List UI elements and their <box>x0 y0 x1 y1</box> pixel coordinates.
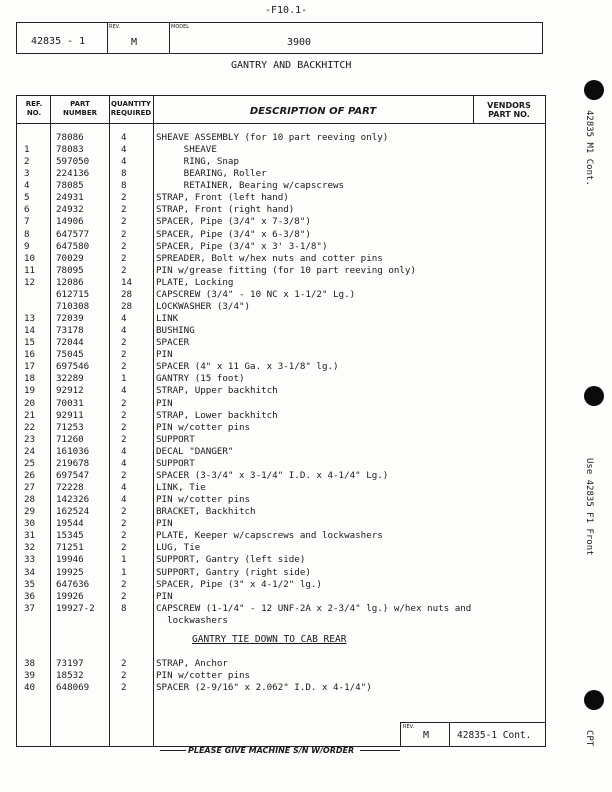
side-tab-middle: Use 42835 F1 Front <box>584 458 594 556</box>
side-tab-bottom: CPT <box>584 730 594 747</box>
cell-desc: SUPPORT, Gantry (right side) <box>156 566 311 578</box>
cell-ref: 38 <box>24 658 36 669</box>
cell-desc: LOCKWASHER (3/4") <box>156 300 251 312</box>
cell-ref: 27 <box>24 482 36 494</box>
cell-ref: 30 <box>24 518 36 530</box>
cell-qty: 2 <box>121 578 127 590</box>
binder-hole-3 <box>584 690 604 710</box>
cell-desc: BRACKET, Backhitch <box>156 506 256 518</box>
cell-desc: LINK <box>156 313 179 325</box>
cell-ref: 35 <box>24 578 36 590</box>
cell-qty: 2 <box>121 361 127 373</box>
cell-qty: 2 <box>121 252 127 264</box>
cell-desc: PIN <box>156 590 173 602</box>
cell-ref: 21 <box>24 409 36 421</box>
cell-ref: 25 <box>24 457 36 469</box>
cell-desc: SPACER (4" x 11 Ga. x 3-1/8" lg.) <box>156 361 339 373</box>
cell-part: 78086 <box>56 132 84 143</box>
cell-ref: 29 <box>24 506 36 518</box>
cell-part: 24932 <box>56 204 84 216</box>
cell-desc: RING, Snap <box>156 156 239 168</box>
cell-ref: 24 <box>24 445 36 457</box>
cell-part: 73197 <box>56 658 84 669</box>
cell-qty: 2 <box>121 397 127 409</box>
cell-part: 697547 <box>56 469 90 481</box>
cell-desc: SUPPORT <box>156 433 195 445</box>
cell-qty: 2 <box>121 506 127 518</box>
cell-qty: 14 <box>121 276 133 288</box>
cell-part: 19544 <box>56 518 84 530</box>
cell-part: 710308 <box>56 300 90 312</box>
page-label: -F10.1- <box>265 5 308 16</box>
side-tab-top: 42835 M1 Cont. <box>584 110 594 186</box>
cell-qty: 2 <box>121 590 127 602</box>
cell-part: 71251 <box>56 542 84 554</box>
cell-qty: 2 <box>121 469 127 481</box>
cell-desc: PLATE, Locking <box>156 276 234 288</box>
cell-part: 24931 <box>56 192 84 204</box>
cell-qty: 8 <box>121 168 127 180</box>
cell-part: 18532 <box>56 669 84 681</box>
cell-qty: 28 <box>121 288 133 300</box>
cell-ref: 37 <box>24 602 36 614</box>
cell-desc: SHEAVE ASSEMBLY (for 10 part reeving only) <box>156 132 389 143</box>
cell-qty: 8 <box>121 180 127 192</box>
cell-part: 92911 <box>56 409 84 421</box>
cell-ref: 28 <box>24 494 36 506</box>
model-label: MODEL <box>171 24 190 30</box>
cell-qty: 2 <box>121 433 127 445</box>
cell-part: 647580 <box>56 240 90 252</box>
cell-desc: SPREADER, Bolt w/hex nuts and cotter pins <box>156 252 383 264</box>
footer-rule-left <box>160 750 186 751</box>
cell-qty: 2 <box>121 349 127 361</box>
cell-part: 14906 <box>56 216 84 228</box>
cell-part: 697546 <box>56 361 90 373</box>
cell-part: 612715 <box>56 288 90 300</box>
cell-part: 19926 <box>56 590 84 602</box>
binder-hole-1 <box>584 80 604 100</box>
cell-ref: 13 <box>24 313 36 325</box>
cell-part: 12086 <box>56 276 84 288</box>
cell-part: 161036 <box>56 445 90 457</box>
rev-value: M <box>131 37 138 48</box>
cell-desc: SPACER (2-9/16" x 2.062" I.D. x 4-1/4") <box>156 681 372 693</box>
cell-qty: 2 <box>121 409 127 421</box>
cell-ref: 15 <box>24 337 36 349</box>
cell-desc: RETAINER, Bearing w/capscrews <box>156 180 345 192</box>
cell-part: 19925 <box>56 566 84 578</box>
cell-desc: PIN <box>156 397 173 409</box>
cell-ref: 18 <box>24 373 36 385</box>
cell-ref: 23 <box>24 433 36 445</box>
cell-part: 72228 <box>56 482 84 494</box>
cell-part: 71253 <box>56 421 84 433</box>
cell-ref: 8 <box>24 228 30 240</box>
cell-part: 15345 <box>56 530 84 542</box>
cell-ref: 2 <box>24 156 30 168</box>
rev-label: REV. <box>109 24 120 30</box>
doc-number: 42835 - 1 <box>31 36 86 47</box>
cell-ref: 31 <box>24 530 36 542</box>
footer-note: PLEASE GIVE MACHINE S/N W/ORDER <box>188 746 355 755</box>
cell-qty: 4 <box>121 457 127 469</box>
cell-ref: 33 <box>24 554 36 566</box>
cell-desc: SHEAVE <box>156 144 217 156</box>
cell-qty: 4 <box>121 385 127 397</box>
cell-desc: PIN <box>156 518 173 530</box>
cell-part: 597050 <box>56 156 90 168</box>
cell-part: 78085 <box>56 180 84 192</box>
cell-qty: 4 <box>121 132 127 143</box>
cell-desc: STRAP, Anchor <box>156 658 228 669</box>
cell-ref: 26 <box>24 469 36 481</box>
cell-part: 142326 <box>56 494 90 506</box>
cell-qty: 4 <box>121 313 127 325</box>
cell-desc: LUG, Tie <box>156 542 201 554</box>
cell-ref: 3 <box>24 168 30 180</box>
cell-qty: 1 <box>121 373 127 385</box>
cell-qty: 2 <box>121 204 127 216</box>
cell-ref: 22 <box>24 421 36 433</box>
cell-ref: 6 <box>24 204 30 216</box>
binder-hole-2 <box>584 386 604 406</box>
cell-part: 648069 <box>56 681 90 693</box>
cell-qty: 8 <box>121 602 127 614</box>
cell-part: 224136 <box>56 168 90 180</box>
cell-desc: PIN w/grease fitting (for 10 part reeving only) <box>156 264 416 276</box>
cell-desc: SPACER, Pipe (3/4" x 7-3/8") <box>156 216 311 228</box>
cell-desc: SPACER (3-3/4" x 3-1/4" I.D. x 4-1/4" Lg.) <box>156 469 389 481</box>
cell-ref: 16 <box>24 349 36 361</box>
cell-desc: PIN w/cotter pins <box>156 494 251 506</box>
cell-desc: STRAP, Lower backhitch <box>156 409 278 421</box>
cell-desc: DECAL "DANGER" <box>156 445 234 457</box>
cell-desc: PIN w/cotter pins <box>156 669 251 681</box>
cell-qty: 28 <box>121 300 133 312</box>
col-vendor-header: VENDORS PART NO. <box>487 101 531 119</box>
cell-part: 70029 <box>56 252 84 264</box>
cell-part: 647636 <box>56 578 90 590</box>
cell-ref: 20 <box>24 397 36 409</box>
cell-ref: 1 <box>24 144 30 156</box>
cell-qty: 2 <box>121 658 127 669</box>
cell-qty: 1 <box>121 566 127 578</box>
cell-desc: SPACER, Pipe (3/4" x 6-3/8") <box>156 228 311 240</box>
col-qty-header: QUANTITY REQUIRED <box>110 100 152 117</box>
cell-qty: 2 <box>121 240 127 252</box>
cell-part: 92912 <box>56 385 84 397</box>
footer-rev-value: M <box>423 730 430 741</box>
cell-ref: 32 <box>24 542 36 554</box>
cell-part: 647577 <box>56 228 90 240</box>
cell-part: 19927-2 <box>56 602 95 614</box>
cell-ref: 9 <box>24 240 30 252</box>
section-subheading: GANTRY TIE DOWN TO CAB REAR <box>192 634 347 645</box>
cell-ref: 10 <box>24 252 36 264</box>
cell-desc: SPACER <box>156 337 190 349</box>
cell-qty: 2 <box>121 264 127 276</box>
rev-cell <box>107 23 170 53</box>
col-part-header: PART NUMBER <box>62 100 97 117</box>
doc-number-cell <box>17 23 108 53</box>
cell-qty: 4 <box>121 156 127 168</box>
cell-desc: SPACER, Pipe (3" x 4-1/2" lg.) <box>156 578 322 590</box>
cell-part: 78083 <box>56 144 84 156</box>
cell-qty: 2 <box>121 216 127 228</box>
cell-qty: 2 <box>121 192 127 204</box>
model-value: 3900 <box>287 37 312 48</box>
cell-desc: BUSHING <box>156 325 195 337</box>
cell-qty: 4 <box>121 445 127 457</box>
col-ref-header: REF. NO. <box>25 100 43 117</box>
cell-ref: 36 <box>24 590 36 602</box>
cell-desc: PIN <box>156 349 173 361</box>
header-box <box>16 22 543 54</box>
cell-desc: CAPSCREW (3/4" - 10 NC x 1-1/2" Lg.) <box>156 288 356 300</box>
cell-ref: 40 <box>24 681 36 693</box>
cell-ref: 7 <box>24 216 30 228</box>
cell-part: 72044 <box>56 337 84 349</box>
cell-qty: 4 <box>121 325 127 337</box>
cell-part: 19946 <box>56 554 84 566</box>
cell-desc: LINK, Tie <box>156 482 206 494</box>
cell-ref: 39 <box>24 669 36 681</box>
cell-qty: 2 <box>121 669 127 681</box>
cell-part: 73178 <box>56 325 84 337</box>
cell-ref: 5 <box>24 192 30 204</box>
cell-part: 71260 <box>56 433 84 445</box>
cell-desc: lockwashers <box>156 614 228 626</box>
cell-ref: 17 <box>24 361 36 373</box>
cell-ref: 4 <box>24 180 30 192</box>
cell-ref: 12 <box>24 276 36 288</box>
cell-qty: 2 <box>121 421 127 433</box>
footer-rev-label: REV. <box>403 724 414 730</box>
cell-qty: 2 <box>121 681 127 693</box>
cell-desc: PLATE, Keeper w/capscrews and lockwashers <box>156 530 383 542</box>
cell-desc: SUPPORT, Gantry (left side) <box>156 554 306 566</box>
cell-part: 32289 <box>56 373 84 385</box>
cell-qty: 4 <box>121 144 127 156</box>
cell-qty: 1 <box>121 554 127 566</box>
cell-desc: SUPPORT <box>156 457 195 469</box>
cell-qty: 4 <box>121 482 127 494</box>
cell-qty: 2 <box>121 228 127 240</box>
footer-page-ref: 42835-1 Cont. <box>457 730 532 741</box>
cell-ref: 34 <box>24 566 36 578</box>
cell-desc: PIN w/cotter pins <box>156 421 251 433</box>
cell-desc: STRAP, Upper backhitch <box>156 385 278 397</box>
cell-desc: STRAP, Front (left hand) <box>156 192 289 204</box>
page-title: GANTRY AND BACKHITCH <box>231 60 352 71</box>
cell-part: 219678 <box>56 457 90 469</box>
col-desc-header: DESCRIPTION OF PART <box>249 106 377 117</box>
footer-rule-right <box>360 750 400 751</box>
cell-ref: 14 <box>24 325 36 337</box>
cell-part: 78095 <box>56 264 84 276</box>
cell-desc: CAPSCREW (1-1/4" - 12 UNF-2A x 2-3/4" lg.) w/hex nuts and <box>156 602 472 614</box>
cell-ref: 19 <box>24 385 36 397</box>
cell-qty: 4 <box>121 494 127 506</box>
cell-part: 72039 <box>56 313 84 325</box>
cell-part: 162524 <box>56 506 90 518</box>
cell-qty: 2 <box>121 530 127 542</box>
cell-part: 75045 <box>56 349 84 361</box>
cell-desc: STRAP, Front (right hand) <box>156 204 295 216</box>
cell-qty: 2 <box>121 542 127 554</box>
cell-qty: 2 <box>121 337 127 349</box>
cell-qty: 2 <box>121 518 127 530</box>
cell-desc: SPACER, Pipe (3/4" x 3' 3-1/8") <box>156 240 328 252</box>
cell-desc: BEARING, Roller <box>156 168 267 180</box>
cell-part: 70031 <box>56 397 84 409</box>
cell-ref: 11 <box>24 264 36 276</box>
cell-desc: GANTRY (15 foot) <box>156 373 245 385</box>
footer-box <box>400 722 545 746</box>
